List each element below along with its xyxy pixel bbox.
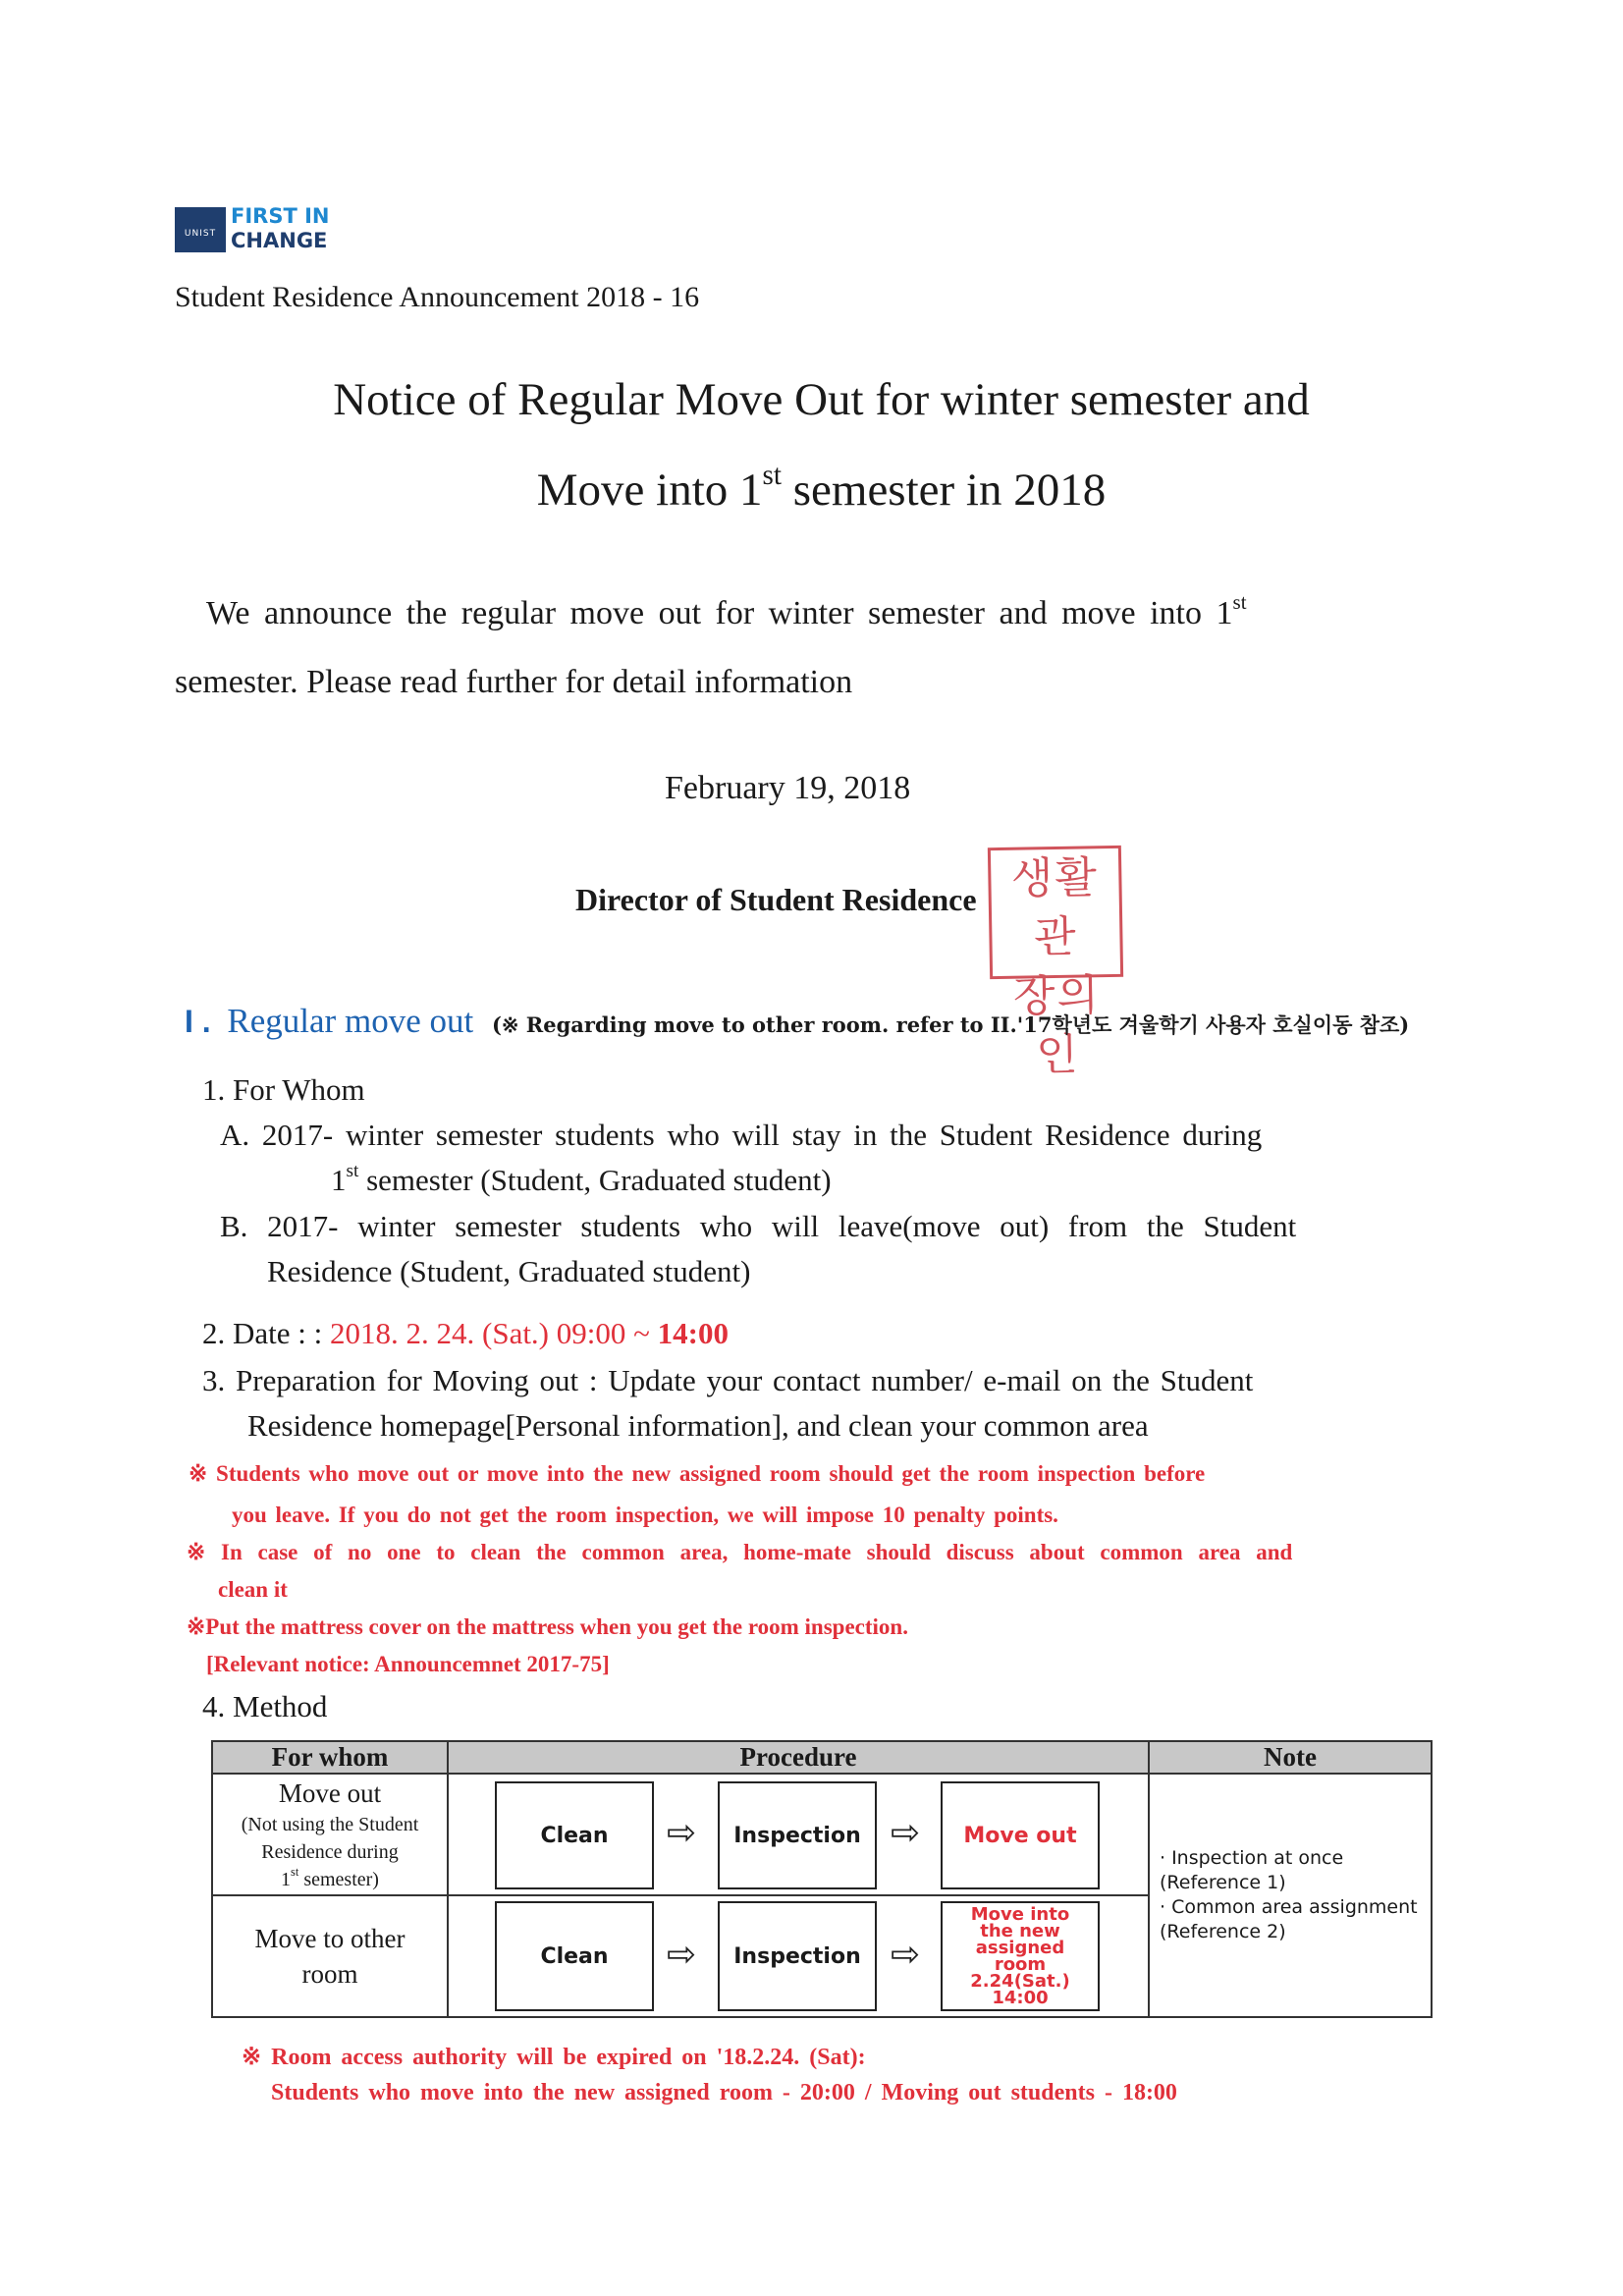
step-move-out: Move out xyxy=(941,1781,1100,1889)
last-step-line6: 14:00 xyxy=(992,1988,1049,2008)
logo-line1: FIRST IN xyxy=(231,204,330,228)
last-step-line1: Move into xyxy=(970,1904,1070,1925)
page-title-line1: Notice of Regular Move Out for winter semester and xyxy=(333,374,1310,425)
stamp-row1: 생활관 xyxy=(1010,852,1100,963)
row1-procedure xyxy=(448,1774,1149,1895)
row2-procedure xyxy=(448,1895,1149,2017)
method-row-move-out xyxy=(212,1774,1432,1895)
announcement-number: Student Residence Announcement 2018 - 16 xyxy=(175,281,700,313)
logo-line2: CHANGE xyxy=(231,229,328,252)
header-for-whom: For whom xyxy=(212,1741,448,1774)
last-step-line5: 2.24(Sat.) xyxy=(970,1971,1070,1992)
section1-title: Regular move out xyxy=(227,1002,474,1040)
notice-1-line1: ※ Students who move out or move into the new assigned room should get the room inspection before xyxy=(189,1461,1206,1486)
header-note: Note xyxy=(1149,1741,1432,1774)
preparation-line2: Residence homepage[Personal information], and clean your common area xyxy=(247,1408,1149,1443)
logo-mark-text: UNIST xyxy=(184,229,217,239)
row1-whom xyxy=(212,1774,448,1895)
for-whom-heading: 1. For Whom xyxy=(202,1072,365,1107)
stamp-row2: 장의인 xyxy=(1012,970,1102,1081)
row2-whom-line1: Move to other xyxy=(254,1924,406,1953)
row1-sub3-pre: 1 xyxy=(281,1869,292,1890)
arrow-right-icon: ⇨ xyxy=(891,1935,921,1975)
notice-2-line2: clean it xyxy=(218,1577,288,1602)
for-whom-b-line2: Residence (Student, Graduated student) xyxy=(267,1254,751,1288)
for-whom-a-line2 xyxy=(331,1160,832,1198)
notice-3-line2: [Relevant notice: Announcemnet 2017-75] xyxy=(206,1652,610,1676)
note-line4: (Reference 2) xyxy=(1160,1921,1286,1942)
section1-note: (※ Regarding move to other room. refer to II.'17학년도 겨울학기 사용자 호실이동 참조) xyxy=(491,1012,1410,1037)
row1-sub3-text: semester) xyxy=(298,1869,379,1890)
notice-3-line1: ※Put the mattress cover on the mattress when you get the room inspection. xyxy=(187,1614,908,1639)
footer-note-line2: Students who move into the new assigned room - 20:00 / Moving out students - 18:00 xyxy=(271,2080,1177,2105)
arrow-right-icon: ⇨ xyxy=(667,1935,697,1975)
section1-roman: I . xyxy=(185,1004,211,1039)
step-inspection: Inspection xyxy=(718,1781,877,1889)
footer-note-line1: ※ Room access authority will be expired on '18.2.24. (Sat): xyxy=(242,2045,866,2070)
row2-whom xyxy=(212,1895,448,2017)
intro-sup: st xyxy=(1232,589,1247,614)
row1-whom-sub1: (Not using the Student xyxy=(241,1814,419,1835)
method-note xyxy=(1149,1774,1432,2017)
notice-date: February 19, 2018 xyxy=(665,770,911,806)
title-text: Move into 1 xyxy=(536,465,763,516)
note-line1: · Inspection at once xyxy=(1160,1847,1344,1869)
row1-whom-sub3 xyxy=(213,1866,447,1893)
date-label: 2. Date : : xyxy=(202,1316,330,1350)
step-clean: Clean xyxy=(495,1781,654,1889)
method-table-header xyxy=(212,1741,1432,1774)
notice-1-line2: you leave. If you do not get the room inspection, we will impose 10 penalty points. xyxy=(232,1503,1058,1527)
row1-whom-title: Move out xyxy=(278,1778,382,1808)
intro-text: We announce the regular move out for winter semester and move into 1 xyxy=(206,595,1233,631)
intro-line2: semester. Please read further for detail information xyxy=(175,664,853,700)
a-line2-sup: st xyxy=(346,1160,359,1181)
a-line2-text: semester (Student, Graduated student) xyxy=(358,1163,832,1197)
note-line3: · Common area assignment xyxy=(1160,1896,1418,1918)
arrow-right-icon: ⇨ xyxy=(667,1813,697,1853)
row2-whom-line2: room xyxy=(301,1959,358,1989)
row1-sub3-sup: st xyxy=(291,1865,299,1880)
date-value: 2018. 2. 24. (Sat.) 09:00 ~ xyxy=(330,1316,658,1350)
date-value-end: 14:00 xyxy=(657,1316,729,1350)
preparation-line1: 3. Preparation for Moving out : Update your contact number/ e-mail on the Student xyxy=(202,1363,1254,1397)
last-step-line3: assigned xyxy=(975,1938,1065,1958)
date-item xyxy=(202,1316,729,1351)
a-line2-pre: 1 xyxy=(331,1163,347,1197)
intro-line1 xyxy=(206,589,1247,632)
for-whom-b-line1: B. 2017- winter semester students who will leave(move out) from the Student xyxy=(220,1209,1297,1243)
last-step-line2: the new xyxy=(980,1921,1060,1941)
for-whom-a-line1: A. 2017- winter semester students who will stay in the Student Residence during xyxy=(220,1118,1263,1152)
header-procedure: Procedure xyxy=(448,1741,1149,1774)
step-clean: Clean xyxy=(495,1901,654,2011)
method-table xyxy=(211,1740,1433,2018)
last-step-line4: room xyxy=(994,1954,1047,1975)
logo-mark xyxy=(175,207,226,252)
notice-2-line1: ※ In case of no one to clean the common area, home-mate should discuss about common area and xyxy=(187,1540,1293,1564)
page-title-line2 xyxy=(0,459,1623,517)
section1-heading xyxy=(185,1002,1409,1041)
title-sup: st xyxy=(762,459,782,491)
title-text-end: semester in 2018 xyxy=(781,465,1107,516)
step-inspection: Inspection xyxy=(718,1901,877,2011)
step-move-into-new-room xyxy=(941,1901,1100,2011)
arrow-right-icon: ⇨ xyxy=(891,1813,921,1853)
official-seal-stamp xyxy=(988,846,1123,1081)
method-heading: 4. Method xyxy=(202,1689,328,1723)
unist-logo xyxy=(175,204,332,257)
row1-whom-sub2: Residence during xyxy=(261,1841,399,1863)
note-line2: (Reference 1) xyxy=(1160,1872,1286,1893)
signatory: Director of Student Residence xyxy=(575,882,977,917)
